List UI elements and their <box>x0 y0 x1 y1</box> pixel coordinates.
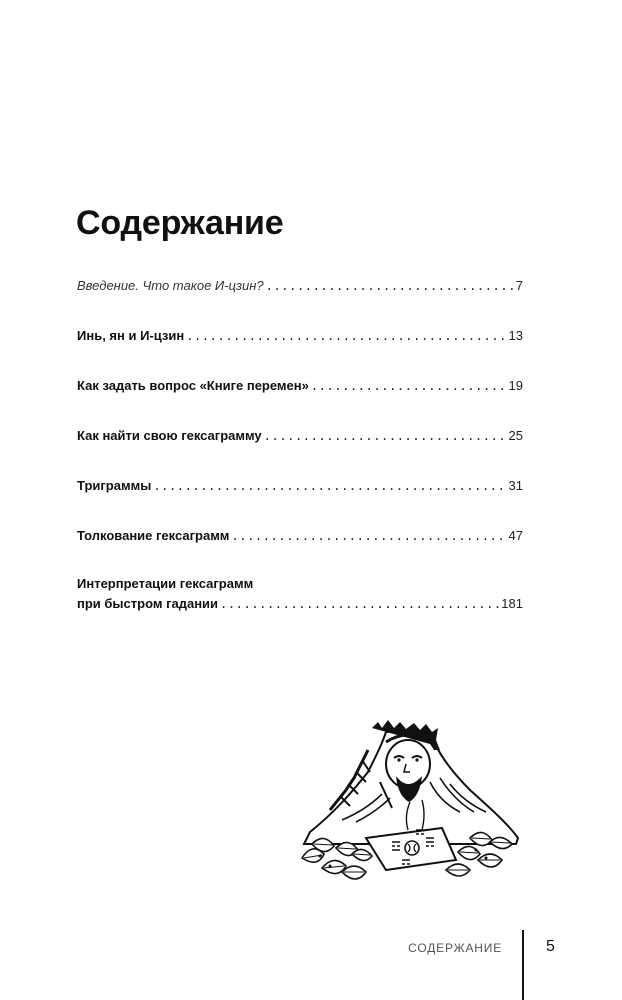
toc-entry-title: Введение. Что такое И-цзин? <box>77 278 264 293</box>
toc-entry-title: Инь, ян и И-цзин <box>77 328 185 343</box>
toc-entry-title-line2: при быстром гадании <box>77 596 219 611</box>
toc-entry-ask-question[interactable] <box>77 376 523 396</box>
toc-entry-interpretation[interactable] <box>77 526 523 546</box>
toc-entry-yin-yang[interactable] <box>77 326 523 346</box>
footer-divider <box>522 930 524 1000</box>
toc-entry-quick-divination[interactable] <box>77 574 523 618</box>
toc-entry-page: 47 <box>508 528 523 543</box>
toc-entry-page: 181 <box>501 596 523 611</box>
toc-entry-title: Как найти свою гексаграмму <box>77 428 262 443</box>
toc-entry-page: 31 <box>508 478 523 493</box>
toc-entry-introduction[interactable] <box>77 276 523 296</box>
dot-leader <box>266 276 515 296</box>
toc-entry-page: 19 <box>508 378 523 393</box>
dot-leader <box>186 326 507 346</box>
page-title: Содержание <box>76 204 284 242</box>
dot-leader <box>231 526 507 546</box>
dot-leader <box>153 476 507 496</box>
dot-leader <box>220 594 500 614</box>
dot-leader <box>264 426 508 446</box>
page-number: 5 <box>546 938 555 955</box>
toc-entry-title-line1: Интерпретации гексаграмм <box>77 576 254 591</box>
toc-entry-page: 25 <box>508 428 523 443</box>
sage-with-trigrams-illustration <box>290 720 522 892</box>
toc-entry-page: 7 <box>515 278 523 293</box>
toc-entry-title: Толкование гексаграмм <box>77 528 230 543</box>
toc-entry-title: Триграммы <box>77 478 152 493</box>
toc-entry-find-hexagram[interactable] <box>77 426 523 446</box>
running-footer-section: СОДЕРЖАНИЕ <box>408 941 502 955</box>
toc-entry-line2-row <box>77 594 523 614</box>
toc-entry-trigrams[interactable] <box>77 476 523 496</box>
toc-entry-page: 13 <box>508 328 523 343</box>
toc-entry-title: Как задать вопрос «Книге перемен» <box>77 378 309 393</box>
dot-leader <box>311 376 508 396</box>
